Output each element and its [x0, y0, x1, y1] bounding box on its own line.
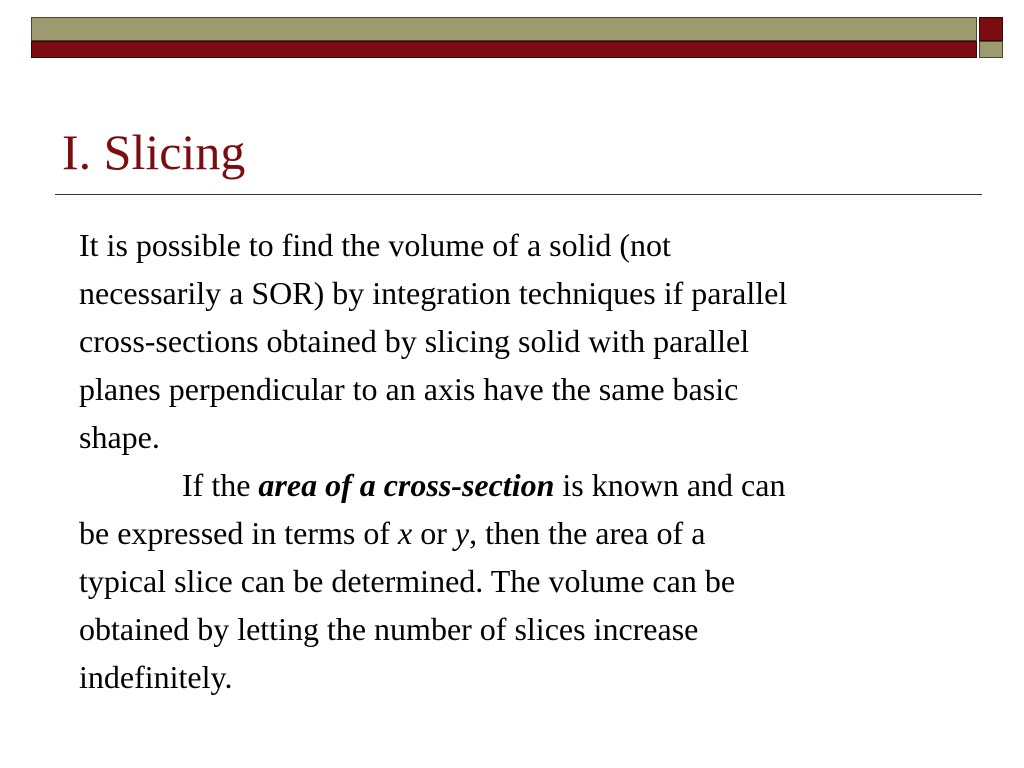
paragraph2-line-4: obtained by letting the number of slices increase: [79, 611, 699, 647]
slide-title: I. Slicing: [62, 124, 246, 180]
paragraph2-intro: If the: [182, 467, 259, 503]
paragraph1-line-2: necessarily a SOR) by integration techniques if parallel: [79, 275, 788, 311]
paragraph2-line-3: typical slice can be determined. The volume can be: [79, 563, 736, 599]
paragraph2-line2-middle: or: [412, 515, 455, 551]
paragraph2-line-1: [79, 461, 979, 509]
variable-x: x: [398, 515, 413, 551]
variable-y: y: [454, 515, 470, 551]
slide-body: [79, 221, 979, 701]
paragraph2-line-5: indefinitely.: [79, 659, 233, 695]
paragraph1-line-3: cross-sections obtained by slicing solid with parallel: [79, 323, 750, 359]
key-term: area of a cross-section: [258, 467, 555, 503]
paragraph2-line2-end: , then the area of a: [469, 515, 706, 551]
paragraph2-line-2: [79, 509, 979, 557]
paragraph1-line-4: planes perpendicular to an axis have the same basic: [79, 371, 739, 407]
header-olive-bar: [31, 17, 977, 41]
paragraph1-line-1: It is possible to find the volume of a solid (not: [79, 227, 671, 263]
corner-olive-square: [979, 41, 1003, 58]
corner-maroon-square: [979, 17, 1003, 41]
header-maroon-bar: [31, 41, 977, 58]
paragraph2-line2-start: be expressed in terms of: [79, 515, 399, 551]
paragraph1-line-5: shape.: [79, 419, 160, 455]
paragraph2-line1-rest: is known and can: [554, 467, 786, 503]
title-divider: [55, 194, 982, 195]
